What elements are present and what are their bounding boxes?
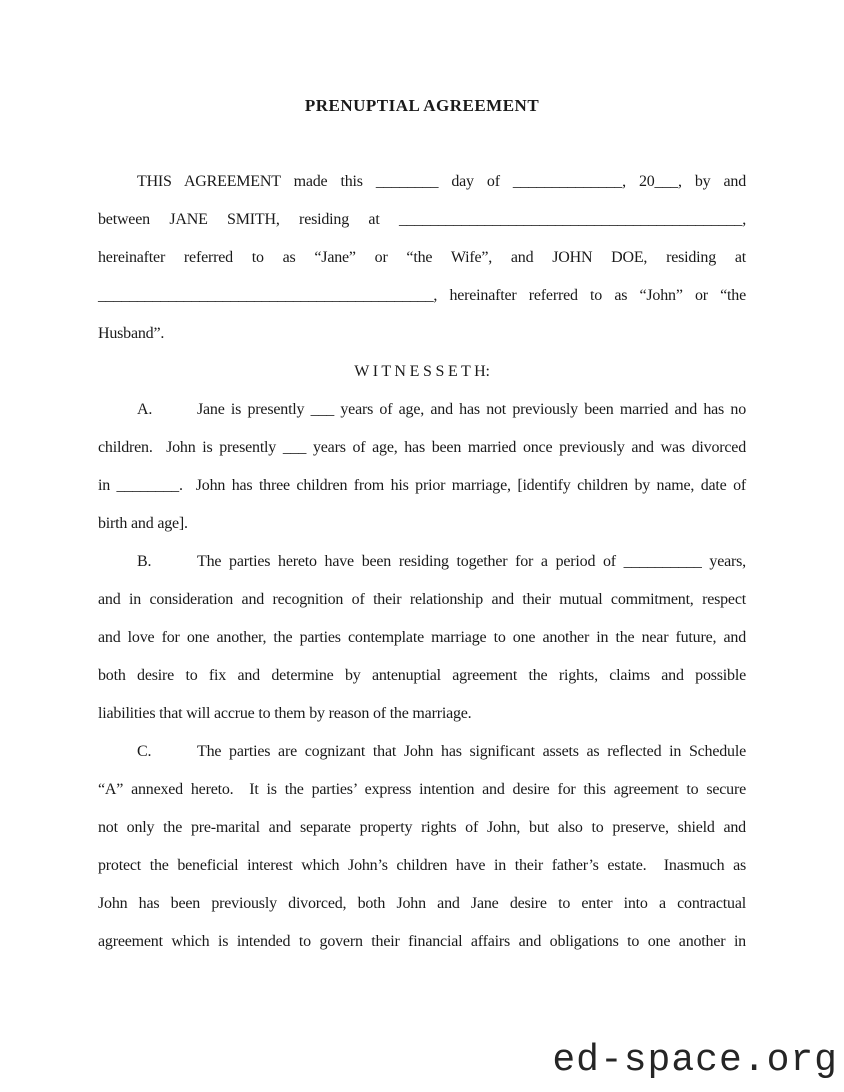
clause-a-line: birth and age]. — [98, 515, 188, 532]
clause-b-line: both desire to fix and determine by antenuptial agreement the rights, claims and possible — [98, 667, 746, 684]
clause-b-line: and in consideration and recognition of their relationship and their mutual commitment, respect — [98, 591, 746, 608]
clause-c-line: not only the pre-marital and separate property rights of John, but also to preserve, shield and — [98, 819, 746, 836]
clause-a-line: children. John is presently ___ years of age, has been married once previously and was divorced — [98, 439, 746, 456]
first-line-indent — [98, 413, 137, 414]
clause-b-line: B. The parties hereto have been residing together for a period of __________ years, — [98, 543, 746, 581]
clause-letter: B. — [137, 553, 152, 570]
clause-a-line: in ________. John has three children from his prior marriage, [identify children by name, date of — [98, 477, 746, 494]
intro-paragraph-line: Husband”. — [98, 325, 165, 342]
clause-b-line: liabilities that will accrue to them by reason of the marriage. — [98, 705, 472, 722]
watermark-text: ed-space.org — [552, 1039, 838, 1082]
clause-a-line: A. Jane is presently ___ years of age, and has not previously been married and has no — [98, 391, 746, 429]
intro-paragraph-line: THIS AGREEMENT made this ________ day of ______________, 20___, by and — [98, 163, 746, 201]
intro-paragraph-line: between JANE SMITH, residing at ____________________________________________, — [98, 211, 746, 228]
clause-letter: A. — [137, 401, 153, 418]
witnesseth-heading: W I T N E S S E T H: — [354, 363, 490, 380]
first-line-indent — [98, 185, 137, 186]
intro-paragraph-line: ___________________________________________, hereinafter referred to as “John” or “the — [98, 287, 746, 304]
document-title: PRENUPTIAL AGREEMENT — [304, 96, 540, 115]
document-content — [98, 87, 746, 961]
document-body — [98, 163, 746, 961]
intro-paragraph-line: hereinafter referred to as “Jane” or “the Wife”, and JOHN DOE, residing at — [98, 249, 746, 266]
clause-c-line: agreement which is intended to govern their financial affairs and obligations to one another in — [98, 933, 746, 950]
first-line-indent — [98, 755, 137, 756]
first-line-indent — [98, 565, 137, 566]
clause-b-line: and love for one another, the parties contemplate marriage to one another in the near future, and — [98, 629, 746, 646]
clause-c-line: “A” annexed hereto. It is the parties’ express intention and desire for this agreement to secure — [98, 781, 746, 798]
clause-c-line: protect the beneficial interest which John’s children have in their father’s estate. Inasmuch as — [98, 857, 746, 874]
clause-c-line: C. The parties are cognizant that John has significant assets as reflected in Schedule — [98, 733, 746, 771]
clause-letter: C. — [137, 743, 152, 760]
clause-c-line: John has been previously divorced, both John and Jane desire to enter into a contractual — [98, 895, 746, 912]
